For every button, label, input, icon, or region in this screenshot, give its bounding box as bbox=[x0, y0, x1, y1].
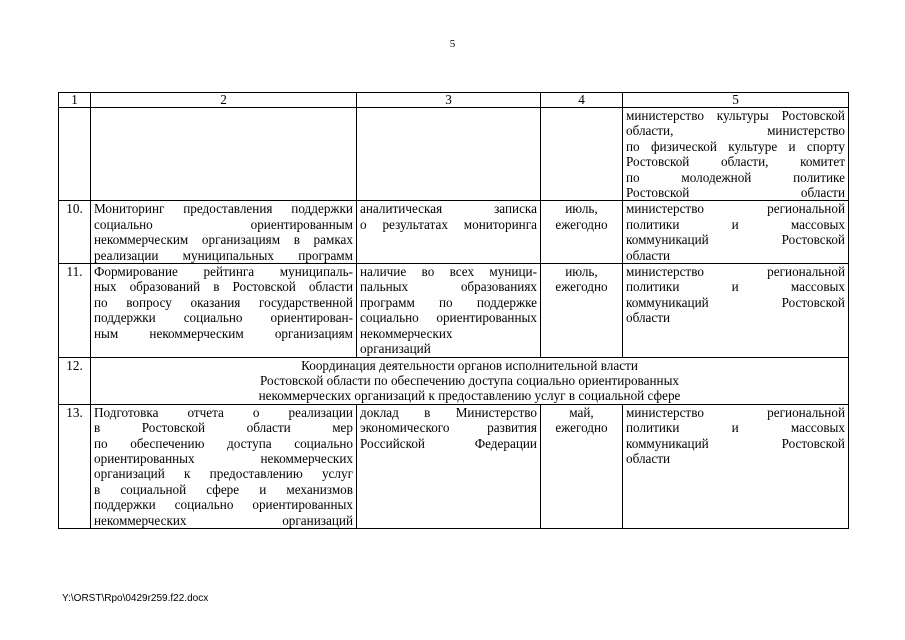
cell-text-line: Координация деятельности органов исполнительной власти bbox=[301, 357, 638, 373]
page-number: 5 bbox=[449, 38, 456, 50]
table-row bbox=[59, 108, 849, 201]
row-number: 11. bbox=[59, 264, 91, 357]
cell-text-line: социально ориентированным bbox=[94, 216, 353, 232]
cell-text-line: июль, bbox=[565, 264, 598, 280]
cell-text-line: области bbox=[626, 450, 671, 466]
cell-text-line: организаций к предоставлению услуг bbox=[94, 466, 353, 482]
cell-text-line: аналитическая записка bbox=[360, 201, 537, 217]
column-number-header: 4 bbox=[541, 93, 623, 108]
cell-text-line: коммуникаций Ростовской bbox=[626, 435, 845, 451]
cell-text-line: некоммерческих организаций к предоставлению услуг в социальной сфере bbox=[258, 388, 681, 404]
result-cell bbox=[357, 108, 541, 201]
cell-text-line: министерство региональной bbox=[626, 264, 845, 280]
activity-cell bbox=[91, 404, 357, 528]
activity-cell bbox=[91, 264, 357, 357]
cell-text-line: министерство региональной bbox=[626, 404, 845, 420]
cell-text-line: министерство региональной bbox=[626, 201, 845, 217]
cell-text-line: ориентированных некоммерческих bbox=[94, 450, 353, 466]
cell-text-line: организаций bbox=[360, 341, 431, 357]
cell-text-line: поддержки социально ориентирован- bbox=[94, 310, 353, 326]
cell-text-line: Ростовской области по обеспечению доступа социально ориентированных bbox=[259, 372, 680, 388]
cell-text-line: политики и массовых bbox=[626, 420, 845, 436]
cell-text-line: политики и массовых bbox=[626, 279, 845, 295]
column-number-header: 3 bbox=[357, 93, 541, 108]
activity-cell bbox=[91, 108, 357, 201]
cell-text-line: коммуникаций Ростовской bbox=[626, 232, 845, 248]
cell-text-line: области, министерство bbox=[626, 123, 845, 139]
cell-text-line: Российской Федерации bbox=[360, 435, 537, 451]
row-number: 12. bbox=[59, 357, 91, 404]
cell-text-line: июль, bbox=[565, 201, 598, 217]
cell-text-line: по вопросу оказания государственной bbox=[94, 294, 353, 310]
deadline-cell bbox=[541, 108, 623, 201]
column-number-header: 2 bbox=[91, 93, 357, 108]
file-path-footer: Y:\ORST\Rpo\0429r259.f22.docx bbox=[62, 593, 209, 604]
table-row bbox=[59, 404, 849, 528]
cell-text-line: поддержки социально ориентированных bbox=[94, 497, 353, 513]
header-row bbox=[59, 93, 849, 108]
cell-text-line: по обеспечению доступа социально bbox=[94, 435, 353, 451]
cell-text-line: некоммерческих организаций bbox=[94, 512, 353, 528]
cell-text-line: в социальной сфере и механизмов bbox=[94, 481, 353, 497]
cell-text-line: ежегодно bbox=[555, 420, 608, 436]
deadline-cell bbox=[541, 201, 623, 264]
cell-text-line: о результатах мониторинга bbox=[360, 216, 537, 232]
plan-table bbox=[58, 92, 849, 529]
cell-text-line: ежегодно bbox=[555, 216, 608, 232]
cell-text-line: коммуникаций Ростовской bbox=[626, 294, 845, 310]
result-cell bbox=[357, 404, 541, 528]
activity-cell bbox=[91, 201, 357, 264]
responsible-cell bbox=[623, 108, 849, 201]
responsible-cell bbox=[623, 404, 849, 528]
table-row bbox=[59, 201, 849, 264]
cell-text-line: министерство культуры Ростовской bbox=[626, 108, 845, 123]
cell-text-line: Подготовка отчета о реализации bbox=[94, 404, 353, 420]
cell-text-line: экономического развития bbox=[360, 420, 537, 436]
cell-text-line: программ по поддержке bbox=[360, 294, 537, 310]
cell-text-line: наличие во всех муници- bbox=[360, 264, 537, 280]
row-number bbox=[59, 108, 91, 201]
cell-text-line: май, bbox=[569, 404, 594, 420]
cell-text-line: Ростовской области, комитет bbox=[626, 154, 845, 170]
responsible-cell bbox=[623, 201, 849, 264]
table-row bbox=[59, 264, 849, 357]
column-number-header: 1 bbox=[59, 93, 91, 108]
row-number: 10. bbox=[59, 201, 91, 264]
result-cell bbox=[357, 264, 541, 357]
cell-text-line: области bbox=[626, 310, 671, 326]
cell-text-line: некоммерческим организациям в рамках bbox=[94, 232, 353, 248]
table-row bbox=[59, 357, 849, 404]
row-number: 13. bbox=[59, 404, 91, 528]
cell-text-line: социально ориентированных bbox=[360, 310, 537, 326]
cell-text-line: в Ростовской области мер bbox=[94, 420, 353, 436]
cell-text-line: ежегодно bbox=[555, 279, 608, 295]
cell-text-line: ным некоммерческим организациям bbox=[94, 325, 353, 341]
result-cell bbox=[357, 201, 541, 264]
section-heading-cell bbox=[91, 357, 849, 404]
cell-text-line: некоммерческих bbox=[360, 325, 453, 341]
cell-text-line: по физической культуре и спорту bbox=[626, 138, 845, 154]
deadline-cell bbox=[541, 264, 623, 357]
cell-text-line: политики и массовых bbox=[626, 216, 845, 232]
cell-text-line: Формирование рейтинга муниципаль- bbox=[94, 264, 353, 280]
cell-text-line: ных образований в Ростовской области bbox=[94, 279, 353, 295]
cell-text-line: области bbox=[626, 247, 671, 263]
cell-text-line: пальных образованиях bbox=[360, 279, 537, 295]
deadline-cell bbox=[541, 404, 623, 528]
cell-text-line: Ростовской области bbox=[626, 185, 845, 201]
cell-text-line: реализации муниципальных программ bbox=[94, 247, 353, 263]
cell-text-line: по молодежной политике bbox=[626, 169, 845, 185]
cell-text-line: доклад в Министерство bbox=[360, 404, 537, 420]
responsible-cell bbox=[623, 264, 849, 357]
cell-text-line: Мониторинг предоставления поддержки bbox=[94, 201, 353, 217]
column-number-header: 5 bbox=[623, 93, 849, 108]
